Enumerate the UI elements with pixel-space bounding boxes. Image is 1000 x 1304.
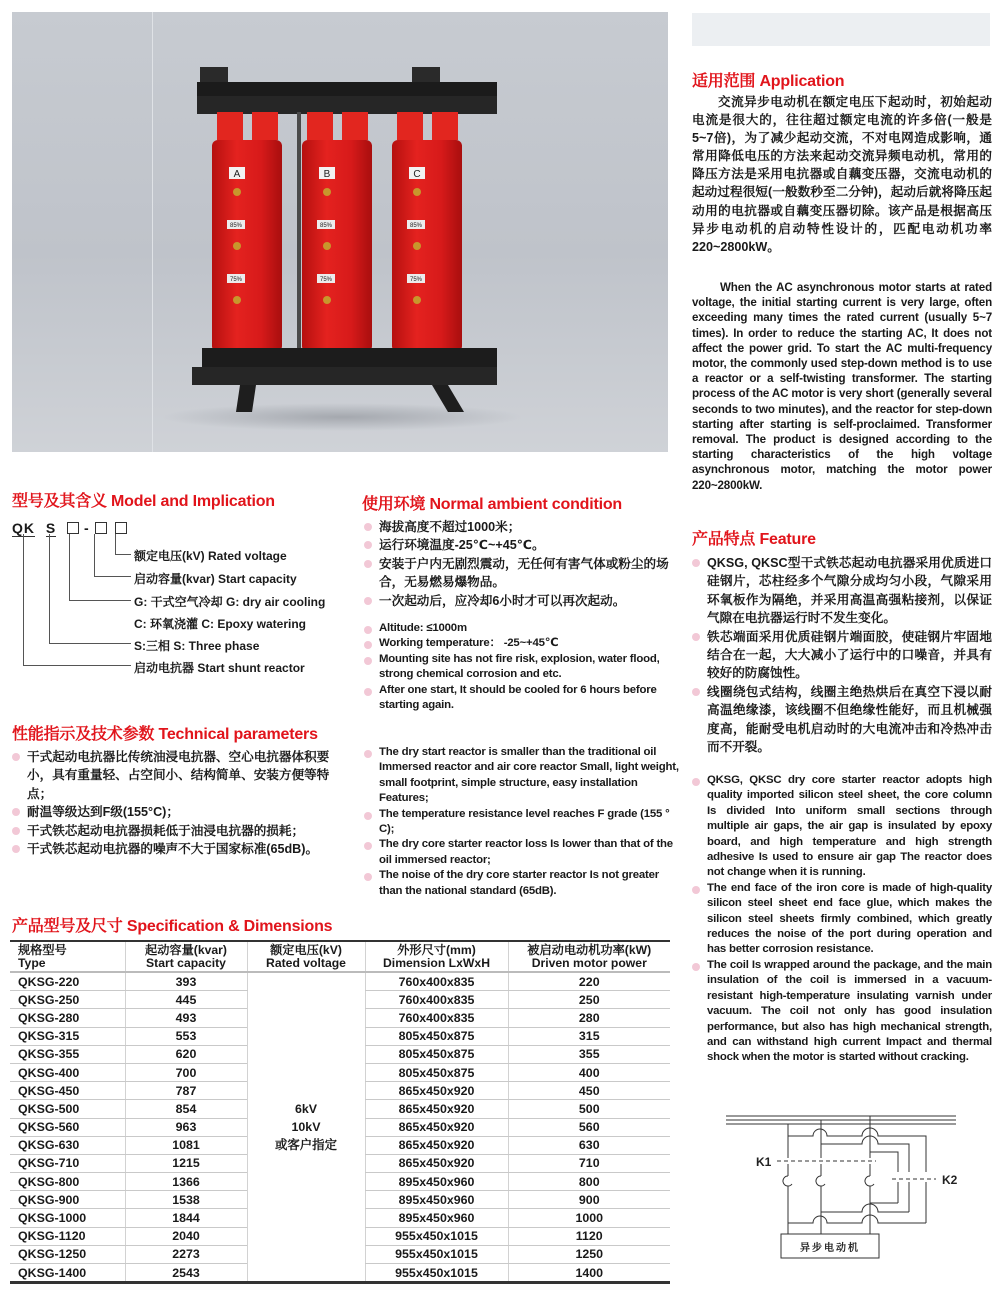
cell-power: 400	[508, 1063, 670, 1081]
cell-type: QKSG-630	[10, 1136, 125, 1154]
feature-list-en	[690, 773, 992, 1066]
cell-type: QKSG-280	[10, 1009, 125, 1027]
list-item: 干式铁芯起动电抗器损耗低于油浸电抗器的损耗；	[10, 822, 340, 840]
cell-type: QKSG-1000	[10, 1209, 125, 1227]
table-row	[10, 972, 670, 991]
bullet-icon	[364, 626, 372, 634]
cell-type: QKSG-250	[10, 991, 125, 1009]
header-capacity: 起动容量(kvar) Start capacity	[125, 941, 247, 972]
cell-type: QKSG-400	[10, 1063, 125, 1081]
cell-dimension: 805x450x875	[365, 1045, 508, 1063]
cell-power: 1120	[508, 1227, 670, 1245]
cell-dimension: 760x400x835	[365, 991, 508, 1009]
svg-text:K1: K1	[756, 1155, 772, 1169]
cell-power: 1250	[508, 1245, 670, 1263]
cell-dimension: 955x450x1015	[365, 1264, 508, 1283]
model-heading: 型号及其含义 Model and Implication	[12, 493, 275, 510]
cell-type: QKSG-710	[10, 1154, 125, 1172]
model-code-s: S	[45, 520, 57, 536]
model-meaning-5: S:三相 S: Three phase	[134, 639, 260, 653]
cell-dimension: 955x450x1015	[365, 1245, 508, 1263]
svg-text:75%: 75%	[319, 277, 333, 283]
cell-type: QKSG-315	[10, 1027, 125, 1045]
cell-capacity: 854	[125, 1100, 247, 1118]
model-meaning-4: C: 环氧浇灌 C: Epoxy watering	[134, 617, 307, 631]
cell-type: QKSG-220	[10, 972, 125, 991]
cell-type: QKSG-1400	[10, 1264, 125, 1283]
cell-type: QKSG-800	[10, 1173, 125, 1191]
model-code-dash: -	[84, 520, 90, 536]
list-item: The temperature resistance level reaches F grade (155 ° C);	[362, 807, 680, 838]
bullet-icon	[692, 633, 700, 641]
application-text-cn: 交流异步电动机在额定电压下起动时，初始起动电流是很大的，往往超过额定电流的许多倍(一般是5~7倍)，为了减少起动交流，不对电网造成影响，通常用降低电压的方法来起动交流异频电动机，常用的降压方法是采用电抗器或自藕变压器，交流电动机的起动过程很短(一般数秒至二分钟)，起动后就将降压起动用的电抗器或自藕变压器切除。该产品是根据高压异步电动机的启动特性设计的，匹配电动机功率220~2800kW。	[692, 95, 992, 254]
bullet-icon	[364, 597, 372, 605]
cell-dimension: 895x450x960	[365, 1209, 508, 1227]
bullet-icon	[364, 842, 372, 850]
list-item: 海拔高度不超过1000米；	[362, 518, 677, 536]
list-item: 铁芯端面采用优质硅钢片端面胶，使硅钢片牢固地结合在一起，大大减小了运行中的口噪音，并具有较好的防腐蚀性。	[690, 628, 992, 683]
cell-dimension: 895x450x960	[365, 1173, 508, 1191]
cell-power: 1400	[508, 1264, 670, 1283]
bullet-icon	[692, 778, 700, 786]
list-item: 一次起动后，应冷却6小时才可以再次起动。	[362, 592, 677, 610]
cell-dimension: 760x400x835	[365, 972, 508, 991]
wiring-diagram-icon	[700, 1100, 1000, 1270]
model-meaning-1: 额定电压(kV) Rated voltage	[134, 549, 287, 563]
header-voltage: 额定电压(kV) Rated voltage	[247, 941, 365, 972]
cell-capacity: 1844	[125, 1209, 247, 1227]
list-item: The dry core starter reactor loss Is lower than that of the oil immersed reactor;	[362, 837, 680, 868]
cell-capacity: 1215	[125, 1154, 247, 1172]
cell-capacity: 2543	[125, 1264, 247, 1283]
feature-heading: 产品特点 Feature	[692, 531, 816, 548]
list-item: QKSG, QKSC dry core starter reactor adopts high quality imported silicon steel sheet, the core column Is divided Into uniform small sections through multiple air gaps, the air gap is insulated by epoxy board, and high temperature and high strength adhesive Is used to ensure air gap The reactor does not change when it is running.	[690, 773, 992, 881]
cell-type: QKSG-900	[10, 1191, 125, 1209]
model-meaning-2: 启动容量(kvar) Start capacity	[134, 572, 297, 586]
cell-type: QKSG-1120	[10, 1227, 125, 1245]
bullet-icon	[364, 523, 372, 531]
bullet-icon	[692, 886, 700, 894]
model-code-box-3	[115, 522, 127, 534]
cell-dimension: 760x400x835	[365, 1009, 508, 1027]
cell-capacity: 787	[125, 1082, 247, 1100]
ambient-list-en	[362, 621, 677, 713]
cell-rated-voltage: 6kV 10kV 或客户指定	[247, 972, 365, 1283]
bullet-icon	[12, 808, 20, 816]
bullet-icon	[692, 688, 700, 696]
header-dimension: 外形尺寸(mm) Dimension LxWxH	[365, 941, 508, 972]
cell-power: 630	[508, 1136, 670, 1154]
header-bar	[692, 13, 990, 46]
cell-power: 800	[508, 1173, 670, 1191]
bullet-icon	[364, 541, 372, 549]
bullet-icon	[12, 845, 20, 853]
list-item: Working temperature： -25~+45℃	[362, 636, 677, 651]
list-item: 安装于户内无剧烈震动，无任何有害气体或粉尘的场合，无易燃易爆物品。	[362, 555, 677, 592]
cell-power: 355	[508, 1045, 670, 1063]
bullet-icon	[692, 559, 700, 567]
bullet-icon	[12, 827, 20, 835]
bullet-icon	[364, 873, 372, 881]
cell-dimension: 805x450x875	[365, 1063, 508, 1081]
list-item: Mounting site has not fire risk, explosion, water flood, strong chemical corrosion and etc.	[362, 652, 677, 683]
ambient-list-cn	[362, 518, 677, 610]
header-type: 规格型号 Type	[10, 941, 125, 972]
bullet-icon	[364, 641, 372, 649]
cell-power: 900	[508, 1191, 670, 1209]
model-meaning-3: G: 干式空气冷却 G: dry air cooling	[134, 595, 326, 609]
cell-power: 500	[508, 1100, 670, 1118]
svg-text:85%: 85%	[319, 223, 333, 229]
bullet-icon	[12, 753, 20, 761]
spec-table	[10, 940, 670, 1284]
list-item: 线圈绕包式结构，线圈主绝热烘后在真空下浸以耐高温绝缘漆，该线圈不但绝缘性能好，而且机械强度高，能耐受电机启动时的大电流冲击和冷热冲击而不开裂。	[690, 683, 992, 757]
cell-capacity: 963	[125, 1118, 247, 1136]
cell-power: 710	[508, 1154, 670, 1172]
list-item: The coil Is wrapped around the package, and the main insulation of the coil is immersed in a vacuum-resistant high-temperature insulating varnish under vacuum. The coil not only has good insulation performance, but also has high mechanical strength, and can withstand high current Impact and thermal shock when the motor is started without cracking.	[690, 958, 992, 1066]
header-power: 被启动电动机功率(kW) Driven motor power	[508, 941, 670, 972]
list-item: The end face of the iron core is made of high-quality silicon steel sheet end face glue, which makes the silicon steel sheets firmly combined, which greatly reduces the noise of the port during operation and has better corrosion resistance.	[690, 881, 992, 958]
cell-capacity: 1538	[125, 1191, 247, 1209]
application-heading: 适用范围 Application	[692, 73, 845, 90]
model-code-box-1	[67, 522, 79, 534]
cell-dimension: 865x450x920	[365, 1136, 508, 1154]
cell-capacity: 393	[125, 972, 247, 991]
technical-list-cn	[10, 748, 340, 858]
technical-list-en	[362, 745, 680, 899]
cell-power: 1000	[508, 1209, 670, 1227]
cell-power: 220	[508, 972, 670, 991]
bullet-icon	[364, 657, 372, 665]
list-item: Altitude: ≤1000m	[362, 621, 677, 636]
feature-list-cn	[690, 554, 992, 756]
svg-text:85%: 85%	[229, 223, 243, 229]
table-header-row	[10, 941, 670, 972]
svg-text:75%: 75%	[229, 277, 243, 283]
cell-dimension: 895x450x960	[365, 1191, 508, 1209]
model-meaning-6: 启动电抗器 Start shunt reactor	[134, 661, 305, 675]
bullet-icon	[364, 688, 372, 696]
svg-text:K2: K2	[942, 1173, 958, 1187]
model-code-qk: QK	[12, 520, 35, 536]
cell-dimension: 805x450x875	[365, 1027, 508, 1045]
list-item: 运行环境温度-25℃~+45℃。	[362, 536, 677, 554]
cell-power: 560	[508, 1118, 670, 1136]
cell-capacity: 2040	[125, 1227, 247, 1245]
cell-dimension: 865x450x920	[365, 1154, 508, 1172]
circuit-diagram	[700, 1100, 1000, 1270]
list-item: The dry start reactor is smaller than the traditional oil Immersed reactor and air core reactor Small, light weight, small footprint, simple structure, easy installation Features;	[362, 745, 680, 807]
product-photo	[12, 12, 668, 452]
bullet-icon	[364, 812, 372, 820]
list-item: 干式铁芯起动电抗器的噪声不大于国家标准(65dB)。	[10, 840, 340, 858]
list-item: After one start, It should be cooled for 6 hours before starting again.	[362, 683, 677, 714]
cell-capacity: 620	[125, 1045, 247, 1063]
svg-text:异步电动机: 异步电动机	[800, 1243, 860, 1254]
cell-type: QKSG-450	[10, 1082, 125, 1100]
spec-heading: 产品型号及尺寸 Specification & Dimensions	[12, 918, 333, 935]
svg-text:75%: 75%	[409, 277, 423, 283]
cell-dimension: 865x450x920	[365, 1082, 508, 1100]
cell-capacity: 700	[125, 1063, 247, 1081]
cell-type: QKSG-500	[10, 1100, 125, 1118]
cell-capacity: 553	[125, 1027, 247, 1045]
reactor-illustration	[12, 12, 668, 452]
technical-heading: 性能指示及技术参数 Technical parameters	[12, 726, 318, 743]
cell-capacity: 493	[125, 1009, 247, 1027]
model-code-box-2	[95, 522, 107, 534]
cell-type: QKSG-560	[10, 1118, 125, 1136]
svg-text:85%: 85%	[409, 223, 423, 229]
ambient-heading: 使用环境 Normal ambient condition	[362, 496, 622, 513]
cell-capacity: 1081	[125, 1136, 247, 1154]
cell-type: QKSG-1250	[10, 1245, 125, 1263]
list-item: 耐温等级达到F级(155°C)；	[10, 803, 340, 821]
list-item: 干式起动电抗器比传统油浸电抗器、空心电抗器体积要小，具有重量轻、占空间小、结构简单、安装方便等特点；	[10, 748, 340, 803]
cell-capacity: 445	[125, 991, 247, 1009]
svg-text:B: B	[323, 169, 331, 180]
list-item: QKSG, QKSC型干式铁芯起动电抗器采用优质进口硅钢片，芯柱经多个气隙分成均匀小段，气隙采用环氧板作为隔绝，并采用高温高强粘接剂，以保证气隙在电抗器运行时不发生变化。	[690, 554, 992, 628]
cell-power: 315	[508, 1027, 670, 1045]
svg-text:C: C	[413, 169, 421, 180]
model-leader-5	[23, 534, 131, 666]
list-item: The noise of the dry core starter reactor Is not greater than the national standard (65dB).	[362, 868, 680, 899]
cell-capacity: 2273	[125, 1245, 247, 1263]
svg-text:A: A	[233, 169, 241, 180]
cell-capacity: 1366	[125, 1173, 247, 1191]
cell-power: 250	[508, 991, 670, 1009]
bullet-icon	[364, 750, 372, 758]
cell-power: 280	[508, 1009, 670, 1027]
bullet-icon	[692, 963, 700, 971]
cell-dimension: 955x450x1015	[365, 1227, 508, 1245]
cell-dimension: 865x450x920	[365, 1118, 508, 1136]
cell-type: QKSG-355	[10, 1045, 125, 1063]
cell-power: 450	[508, 1082, 670, 1100]
bullet-icon	[364, 560, 372, 568]
cell-dimension: 865x450x920	[365, 1100, 508, 1118]
application-text-en: When the AC asynchronous motor starts at rated voltage, the initial starting current is very large, often exceeding many times the rated current (usually 5~7 times). In order to reduce the starting AC, It does not affect the power grid. To start the AC multi-frequency motor, the commonly used step-down method is to use a reactor or a self-twisting transformer. The starting process of the AC motor is very short (generally several seconds to two minutes), and the reactor for step-down starting after starting is self-proclaimed. Transformer removal. The product is designed according to the starting characteristics of the high voltage asynchronous motor, matching the motor power 220~2800kW.	[692, 281, 992, 492]
